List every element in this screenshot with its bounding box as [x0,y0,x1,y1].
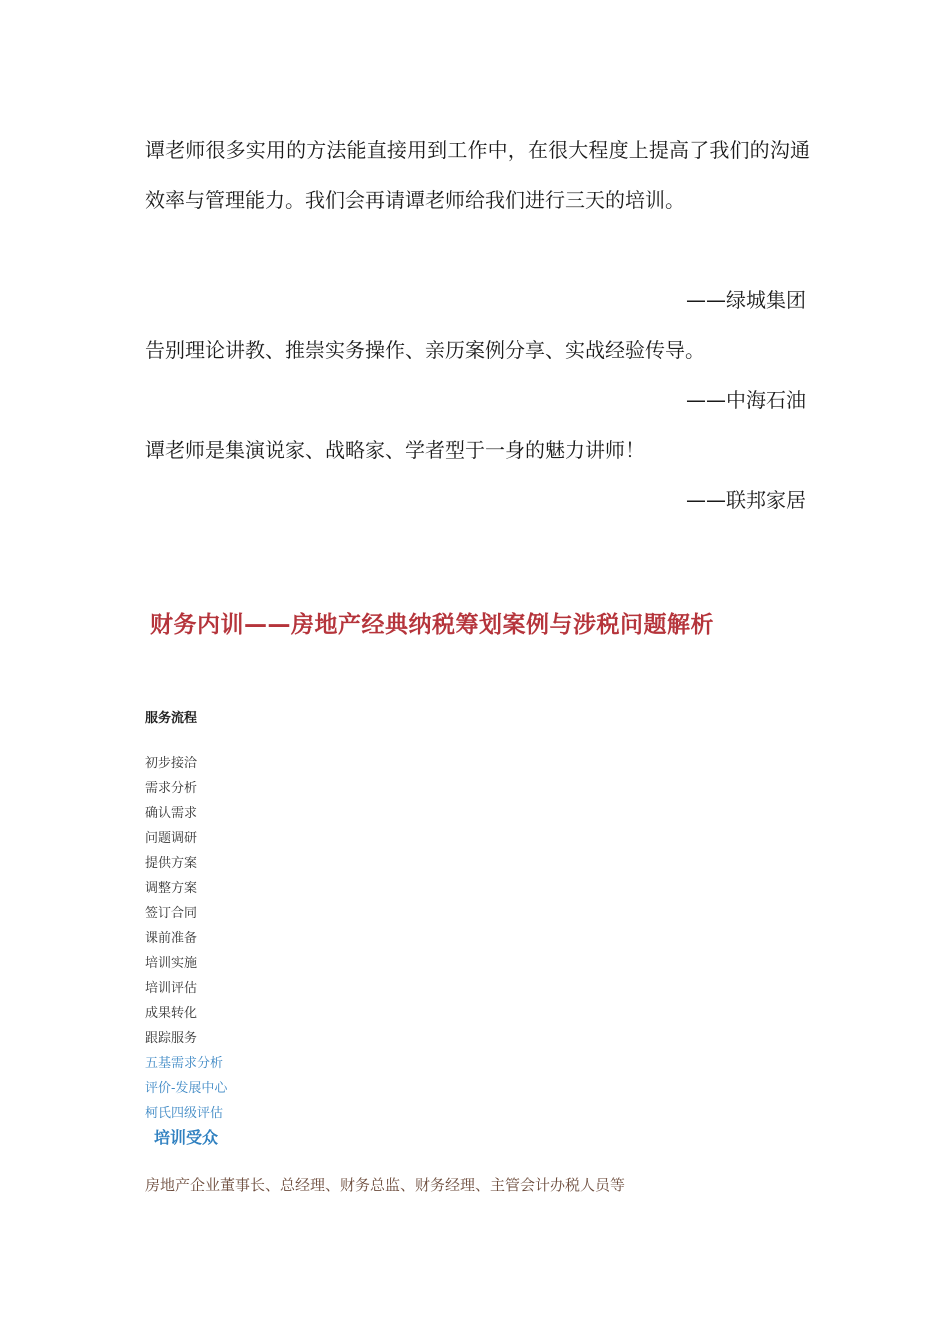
five-base-analysis-link[interactable]: 五基需求分析 [145,1056,224,1071]
audience-heading: 培训受众 [154,1128,219,1147]
flow-step: 需求分析 [145,781,198,796]
flow-step: 课前准备 [145,931,198,946]
flow-step: 签订合同 [145,906,198,921]
assessment-center-link[interactable]: 评价-发展中心 [145,1081,228,1096]
testimonial-quote-3: 谭老师是集演说家、战略家、学者型于一身的魅力讲师！ [145,438,645,462]
flow-step: 问题调研 [145,831,198,846]
flow-step: 培训评估 [145,981,198,996]
testimonial-source-3: ——联邦家居 [686,488,806,512]
testimonial-quote-1: 谭老师很多实用的方法能直接用到工作中，在很大程度上提高了我们的沟通效率与管理能力。我们会再请谭老师给我们进行三天的培训。 [145,138,810,212]
flow-step: 确认需求 [145,806,198,821]
testimonial-quote-2: 告别理论讲教、推崇实务操作、亲历案例分享、实战经验传导。 [145,338,705,362]
flow-step: 培训实施 [145,956,198,971]
course-title: 财务内训——房地产经典纳税筹划案例与涉税问题解析 [150,612,714,638]
flow-step: 提供方案 [145,856,198,871]
kirkpatrick-evaluation-link[interactable]: 柯氏四级评估 [145,1106,224,1121]
flow-step: 跟踪服务 [145,1031,198,1046]
service-flow-list [145,751,227,1126]
audience-text: 房地产企业董事长、总经理、财务总监、财务经理、主管会计办税人员等 [145,1176,626,1194]
service-flow-heading: 服务流程 [145,711,198,726]
flow-step: 成果转化 [145,1006,198,1021]
flow-step: 调整方案 [145,881,198,896]
testimonial-source-1: ——绿城集团 [686,288,806,312]
flow-step: 初步接洽 [145,756,198,771]
testimonial-source-2: ——中海石油 [686,388,806,412]
